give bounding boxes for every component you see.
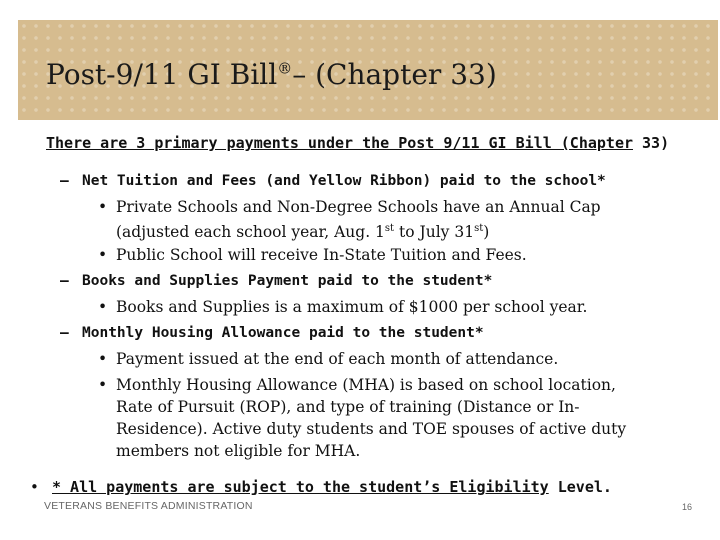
list-item-continuation: Residence). Active duty students and TOE spouses of active duty (116, 420, 627, 438)
list-item: • Monthly Housing Allowance (MHA) is based on school location, (98, 376, 616, 394)
slide-title: Post-9/11 GI Bill®– (Chapter 33) (46, 58, 497, 91)
payment-housing: – Monthly Housing Allowance paid to the student* (60, 325, 484, 341)
page-number: 16 (682, 502, 693, 512)
payment-tuition: – Net Tuition and Fees (and Yellow Ribbon) paid to the school* (60, 173, 606, 189)
list-item: • Payment issued at the end of each month of attendance. (98, 350, 559, 368)
payment-books: – Books and Supplies Payment paid to the student* (60, 273, 493, 289)
list-item-continuation: members not eligible for MHA. (116, 442, 361, 460)
intro-text: There are 3 primary payments under the Post 9/11 GI Bill (Chapter 33) (46, 134, 670, 152)
eligibility-note: • * All payments are subject to the student’s Eligibility Level. (30, 478, 612, 496)
list-item: • Public School will receive In-State Tuition and Fees. (98, 246, 527, 264)
list-item-continuation: Rate of Pursuit (ROP), and type of training (Distance or In- (116, 398, 580, 416)
footer-organization: VETERANS BENEFITS ADMINISTRATION (44, 500, 253, 512)
list-item-continuation: (adjusted each school year, Aug. 1st to July 31st) (116, 223, 490, 242)
list-item: • Private Schools and Non-Degree Schools have an Annual Cap (98, 198, 601, 216)
list-item: • Books and Supplies is a maximum of $1000 per school year. (98, 298, 588, 316)
